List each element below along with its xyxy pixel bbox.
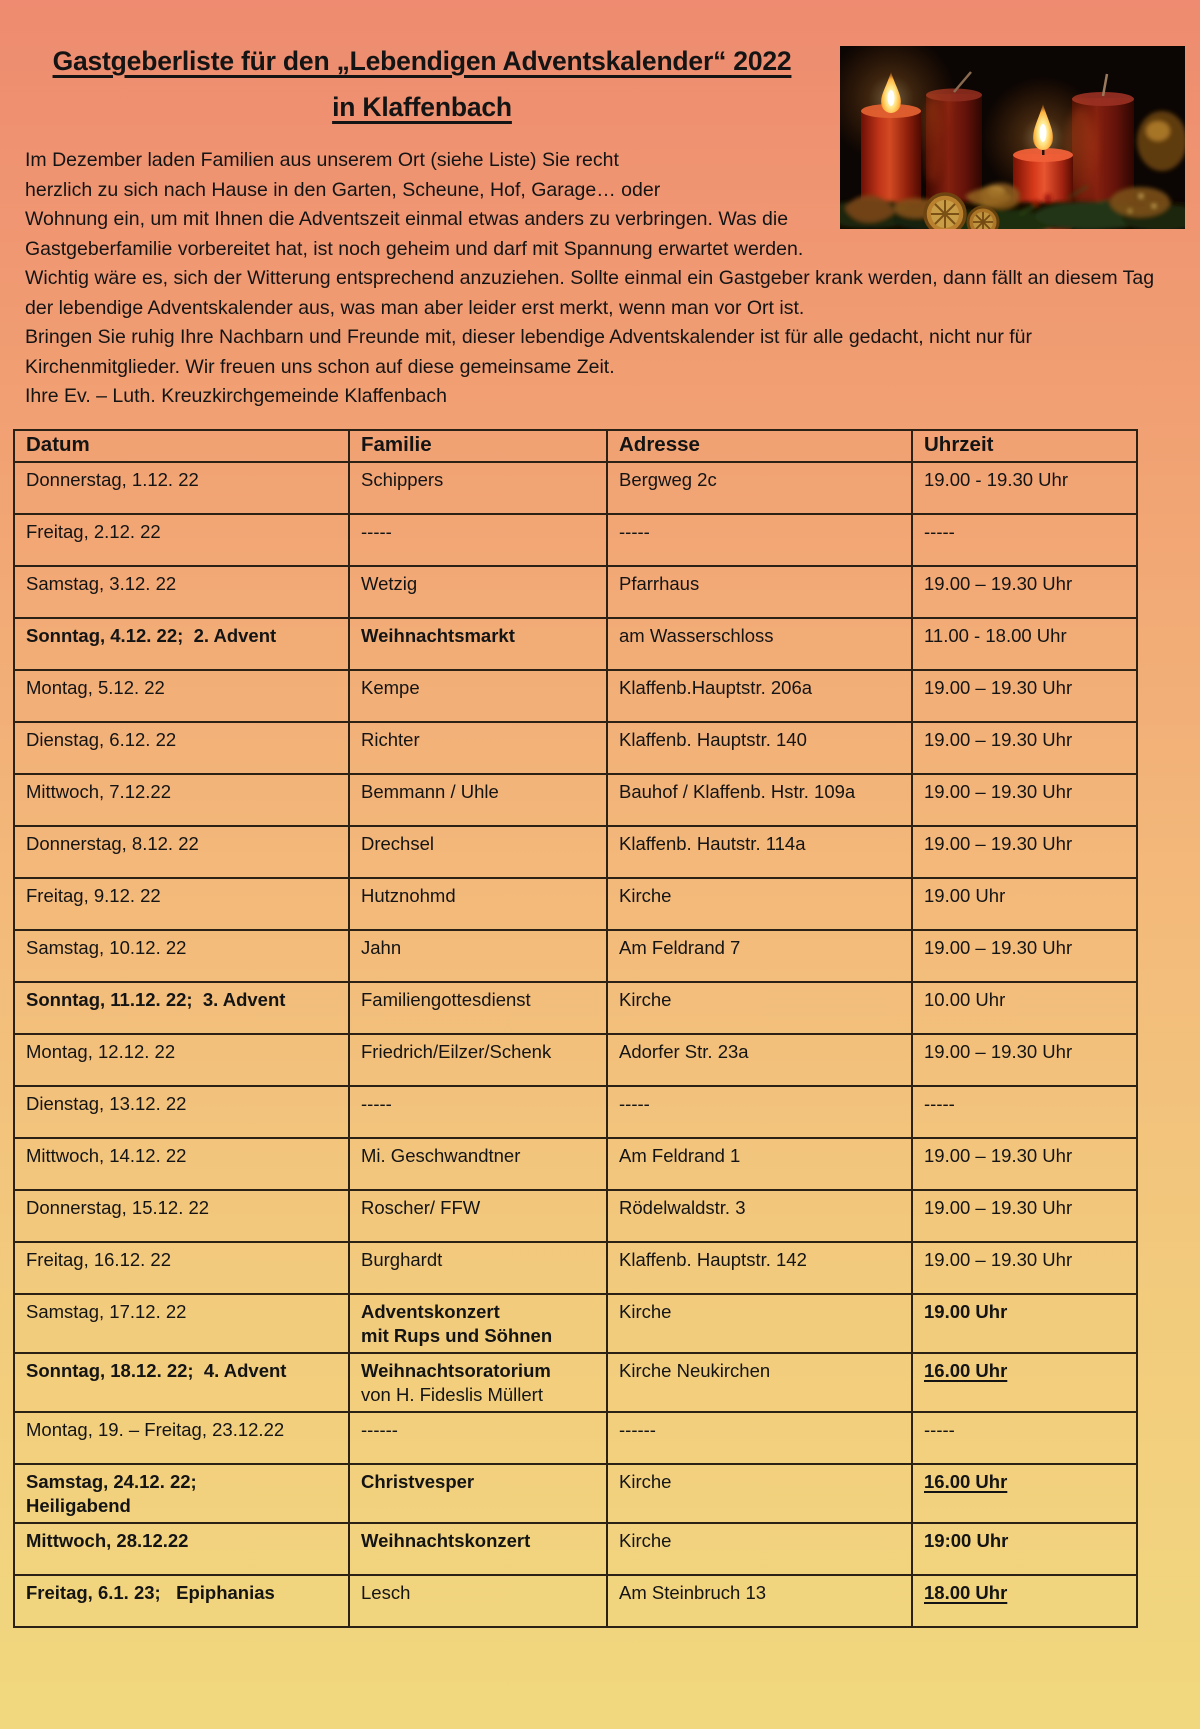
uhrzeit-cell: [912, 670, 1137, 722]
adresse-cell: [607, 1034, 912, 1086]
familie-cell: [349, 1412, 607, 1464]
cell-line: Familiengottesdienst: [361, 988, 531, 1010]
cell-line: 19.00 – 19.30 Uhr: [924, 1144, 1073, 1166]
familie-cell: [349, 1575, 607, 1627]
cell-line: 19.00 – 19.30 Uhr: [924, 832, 1073, 854]
cell-line: Montag, 5.12. 22: [26, 676, 165, 698]
adresse-cell: [607, 566, 912, 618]
uhrzeit-cell: [912, 1242, 1137, 1294]
datum-cell: [14, 1294, 349, 1353]
adresse-header: Adresse: [607, 430, 912, 462]
cell-line: Kirche Neukirchen: [619, 1359, 771, 1381]
cell-line: Adventskonzert: [361, 1300, 500, 1322]
cell-line: Donnerstag, 8.12. 22: [26, 832, 199, 854]
uhrzeit-cell: [912, 826, 1137, 878]
datum-cell: [14, 1575, 349, 1627]
cell-line: -----: [924, 1092, 955, 1114]
cell-line: Am Feldrand 1: [619, 1144, 741, 1166]
cell-line: Pfarrhaus: [619, 572, 700, 594]
cell-line: 19.00 – 19.30 Uhr: [924, 728, 1073, 750]
table-row: [14, 878, 1137, 930]
cell-line: Roscher/ FFW: [361, 1196, 481, 1218]
table-row: [14, 1138, 1137, 1190]
cell-line: Freitag, 2.12. 22: [26, 520, 161, 542]
cell-line: 19.00 - 19.30 Uhr: [924, 468, 1068, 490]
cell-line: Christvesper: [361, 1470, 475, 1492]
intro-line: Bringen Sie ruhig Ihre Nachbarn und Freunde mit, dieser lebendige Adventskalender ist für alle gedacht, nicht nur für Kirchenmitglieder. Wir freuen uns schon auf diese gemeinsame Zeit.: [25, 326, 1038, 378]
familie-cell: [349, 1353, 607, 1412]
adresse-cell: [607, 1353, 912, 1412]
adresse-cell: [607, 1575, 912, 1627]
familie-cell: [349, 878, 607, 930]
cell-line: 19.00 – 19.30 Uhr: [924, 1248, 1073, 1270]
familie-cell: [349, 1242, 607, 1294]
cell-line: 19:00 Uhr: [924, 1529, 1009, 1551]
cell-line: Adorfer Str. 23a: [619, 1040, 749, 1062]
familie-cell: [349, 982, 607, 1034]
familie-cell: [349, 722, 607, 774]
datum-cell: [14, 1138, 349, 1190]
cell-line: ------: [619, 1418, 656, 1440]
cell-line: ------: [361, 1418, 398, 1440]
cell-line: -----: [361, 520, 392, 542]
table-row: [14, 462, 1137, 514]
uhrzeit-cell: [912, 878, 1137, 930]
table-row: [14, 1523, 1137, 1575]
cell-line: von H. Fideslis Müllert: [361, 1383, 543, 1405]
adresse-cell: [607, 1412, 912, 1464]
cell-line: 19.00 – 19.30 Uhr: [924, 676, 1073, 698]
cell-line: Kirche: [619, 988, 672, 1010]
cell-line: Weihnachtsoratorium: [361, 1359, 551, 1381]
cell-line: -----: [619, 520, 650, 542]
intro-line: Im Dezember laden Familien aus unserem Ort (siehe Liste) Sie recht: [25, 149, 619, 171]
adresse-cell: [607, 826, 912, 878]
page: [0, 38, 1200, 1729]
adresse-cell: [607, 462, 912, 514]
cell-line: -----: [924, 1418, 955, 1440]
host-table: [13, 429, 1138, 1628]
advent-candles-image: [840, 46, 1185, 229]
cell-line: Hutznohmd: [361, 884, 456, 906]
cell-line: Montag, 12.12. 22: [26, 1040, 176, 1062]
cell-line: Samstag, 24.12. 22;: [26, 1470, 197, 1492]
cell-line: Dienstag, 6.12. 22: [26, 728, 177, 750]
familie-cell: [349, 1190, 607, 1242]
familie-header: Familie: [349, 430, 607, 462]
cell-line: Wetzig: [361, 572, 418, 594]
uhrzeit-cell: [912, 1412, 1137, 1464]
cell-line: Rödelwaldstr. 3: [619, 1196, 746, 1218]
table-row: [14, 618, 1137, 670]
adresse-cell: [607, 1294, 912, 1353]
advent-candles-illustration: [840, 46, 1185, 229]
page-title-line-2: in Klaffenbach: [332, 92, 512, 122]
datum-cell: [14, 1353, 349, 1412]
intro-line: herzlich zu sich nach Hause in den Garten, Scheune, Hof, Garage… oder: [25, 178, 661, 201]
cell-line: Kirche: [619, 1470, 672, 1492]
cell-line: Kirche: [619, 1529, 672, 1551]
cell-line: Donnerstag, 1.12. 22: [26, 468, 199, 490]
cell-line: Heiligabend: [26, 1494, 131, 1516]
datum-cell: [14, 774, 349, 826]
cell-line: Klaffenb.Hauptstr. 206a: [619, 676, 813, 698]
host-table-head: [14, 430, 1137, 462]
cell-line: Kirche: [619, 884, 672, 906]
cell-line: Mittwoch, 14.12. 22: [26, 1144, 187, 1166]
uhrzeit-header: Uhrzeit: [912, 430, 1137, 462]
table-row: [14, 1575, 1137, 1627]
familie-cell: [349, 1294, 607, 1353]
adresse-cell: [607, 982, 912, 1034]
uhrzeit-cell: [912, 982, 1137, 1034]
uhrzeit-cell: [912, 774, 1137, 826]
adresse-cell: [607, 1190, 912, 1242]
cell-line: Kirche: [619, 1300, 672, 1322]
cell-line: -----: [361, 1092, 392, 1114]
page-title-line-1: Gastgeberliste für den „Lebendigen Adventskalender“ 2022: [52, 46, 792, 76]
uhrzeit-cell: [912, 1575, 1137, 1627]
cell-line: Sonntag, 11.12. 22; 3. Advent: [26, 988, 286, 1010]
table-row: [14, 1242, 1137, 1294]
uhrzeit-cell: [912, 1464, 1137, 1523]
cell-line: Dienstag, 13.12. 22: [26, 1092, 187, 1114]
table-row: [14, 722, 1137, 774]
cell-line: Freitag, 9.12. 22: [26, 884, 161, 906]
table-row: [14, 1353, 1137, 1412]
familie-cell: [349, 670, 607, 722]
cell-line: -----: [619, 1092, 650, 1114]
uhrzeit-cell: [912, 1353, 1137, 1412]
cell-line: Am Feldrand 7: [619, 936, 741, 958]
datum-cell: [14, 1086, 349, 1138]
cell-line: 19.00 – 19.30 Uhr: [924, 936, 1073, 958]
cell-line: 19.00 Uhr: [924, 884, 1006, 906]
datum-cell: [14, 462, 349, 514]
cell-line: Freitag, 6.1. 23; Epiphanias: [26, 1581, 275, 1603]
cell-line: Am Steinbruch 13: [619, 1581, 767, 1603]
cell-line: 16.00 Uhr: [924, 1470, 1008, 1492]
cell-line: Drechsel: [361, 832, 434, 854]
datum-cell: [14, 1242, 349, 1294]
datum-cell: [14, 982, 349, 1034]
cell-line: 11.00 - 18.00 Uhr: [924, 624, 1067, 646]
table-row: [14, 1412, 1137, 1464]
adresse-cell: [607, 670, 912, 722]
table-row: [14, 1086, 1137, 1138]
cell-line: Donnerstag, 15.12. 22: [26, 1196, 210, 1218]
cell-line: Bemmann / Uhle: [361, 780, 499, 802]
uhrzeit-cell: [912, 1086, 1137, 1138]
familie-cell: [349, 1138, 607, 1190]
familie-cell: [349, 1464, 607, 1523]
cell-line: Schippers: [361, 468, 444, 490]
table-row: [14, 514, 1137, 566]
cell-line: Burghardt: [361, 1248, 443, 1270]
cell-line: Mittwoch, 28.12.22: [26, 1529, 189, 1551]
cell-line: Montag, 19. – Freitag, 23.12.22: [26, 1418, 285, 1440]
uhrzeit-cell: [912, 618, 1137, 670]
cell-line: Samstag, 17.12. 22: [26, 1300, 187, 1322]
table-row: [14, 982, 1137, 1034]
cell-line: Klaffenb. Hautstr. 114a: [619, 832, 806, 854]
datum-cell: [14, 826, 349, 878]
table-row: [14, 774, 1137, 826]
adresse-cell: [607, 514, 912, 566]
cell-line: mit Rups und Söhnen: [361, 1324, 553, 1346]
adresse-cell: [607, 774, 912, 826]
cell-line: Samstag, 10.12. 22: [26, 936, 187, 958]
datum-cell: [14, 930, 349, 982]
cell-line: 19.00 – 19.30 Uhr: [924, 1040, 1073, 1062]
adresse-cell: [607, 878, 912, 930]
table-row: [14, 826, 1137, 878]
familie-cell: [349, 774, 607, 826]
cell-line: -----: [924, 520, 955, 542]
adresse-cell: [607, 1242, 912, 1294]
host-table-body: [14, 462, 1137, 1627]
familie-cell: [349, 618, 607, 670]
table-row: [14, 1464, 1137, 1523]
intro-line: Wohnung ein, um mit Ihnen die Adventszeit einmal etwas anders zu verbringen. Was die Gastgeberfamilie vorbereitet hat, ist noch geheim und darf mit Spannung erwartet werden. Wichtig wäre es, sich der Witterung entsprechend anzuziehen. Sollte einmal ein Gastgeber krank werden, dann fällt an diesem Tag der lebendige Adventskalender aus, was man aber leider erst merkt, wenn man vor Ort ist.: [25, 208, 1160, 319]
cell-line: Kempe: [361, 676, 420, 698]
cell-line: Sonntag, 18.12. 22; 4. Advent: [26, 1359, 287, 1381]
familie-cell: [349, 566, 607, 618]
cell-line: Lesch: [361, 1581, 411, 1603]
familie-cell: [349, 826, 607, 878]
familie-cell: [349, 514, 607, 566]
uhrzeit-cell: [912, 462, 1137, 514]
cell-line: Freitag, 16.12. 22: [26, 1248, 172, 1270]
header-row: [14, 430, 1137, 462]
uhrzeit-cell: [912, 1190, 1137, 1242]
datum-cell: [14, 1190, 349, 1242]
uhrzeit-cell: [912, 1294, 1137, 1353]
uhrzeit-cell: [912, 514, 1137, 566]
familie-cell: [349, 462, 607, 514]
datum-header: Datum: [14, 430, 349, 462]
adresse-cell: [607, 930, 912, 982]
cell-line: 10.00 Uhr: [924, 988, 1006, 1010]
adresse-cell: [607, 1086, 912, 1138]
table-row: [14, 566, 1137, 618]
cell-line: 18.00 Uhr: [924, 1581, 1008, 1603]
cell-line: Weihnachtsmarkt: [361, 624, 515, 646]
datum-cell: [14, 1034, 349, 1086]
familie-cell: [349, 1086, 607, 1138]
datum-cell: [14, 514, 349, 566]
adresse-cell: [607, 722, 912, 774]
datum-cell: [14, 878, 349, 930]
datum-cell: [14, 670, 349, 722]
table-row: [14, 670, 1137, 722]
familie-cell: [349, 1034, 607, 1086]
cell-line: 19.00 – 19.30 Uhr: [924, 572, 1073, 594]
cell-line: Mittwoch, 7.12.22: [26, 780, 171, 802]
cell-line: am Wasserschloss: [619, 624, 774, 646]
datum-cell: [14, 1523, 349, 1575]
cell-line: 19.00 Uhr: [924, 1300, 1008, 1322]
uhrzeit-cell: [912, 566, 1137, 618]
cell-line: Friedrich/Eilzer/Schenk: [361, 1040, 552, 1062]
datum-cell: [14, 618, 349, 670]
familie-cell: [349, 930, 607, 982]
cell-line: Klaffenb. Hauptstr. 142: [619, 1248, 807, 1270]
adresse-cell: [607, 1464, 912, 1523]
datum-cell: [14, 566, 349, 618]
table-row: [14, 1190, 1137, 1242]
cell-line: Sonntag, 4.12. 22; 2. Advent: [26, 624, 277, 646]
cell-line: Bauhof / Klaffenb. Hstr. 109a: [619, 780, 856, 802]
cell-line: 19.00 – 19.30 Uhr: [924, 780, 1073, 802]
uhrzeit-cell: [912, 1034, 1137, 1086]
cell-line: Mi. Geschwandtner: [361, 1144, 521, 1166]
intro-line: Ihre Ev. – Luth. Kreuzkirchgemeinde Klaffenbach: [25, 385, 448, 407]
cell-line: Weihnachtskonzert: [361, 1529, 531, 1551]
cell-line: 19.00 – 19.30 Uhr: [924, 1196, 1073, 1218]
adresse-cell: [607, 1138, 912, 1190]
adresse-cell: [607, 618, 912, 670]
table-row: [14, 1034, 1137, 1086]
datum-cell: [14, 1412, 349, 1464]
cell-line: 16.00 Uhr: [924, 1359, 1008, 1381]
datum-cell: [14, 1464, 349, 1523]
table-row: [14, 1294, 1137, 1353]
cell-line: Klaffenb. Hauptstr. 140: [619, 728, 807, 750]
cell-line: Richter: [361, 728, 420, 750]
uhrzeit-cell: [912, 1138, 1137, 1190]
uhrzeit-cell: [912, 930, 1137, 982]
datum-cell: [14, 722, 349, 774]
adresse-cell: [607, 1523, 912, 1575]
cell-line: Bergweg 2c: [619, 468, 717, 490]
cell-line: Samstag, 3.12. 22: [26, 572, 177, 594]
uhrzeit-cell: [912, 1523, 1137, 1575]
table-row: [14, 930, 1137, 982]
familie-cell: [349, 1523, 607, 1575]
uhrzeit-cell: [912, 722, 1137, 774]
cell-line: Jahn: [361, 936, 402, 958]
